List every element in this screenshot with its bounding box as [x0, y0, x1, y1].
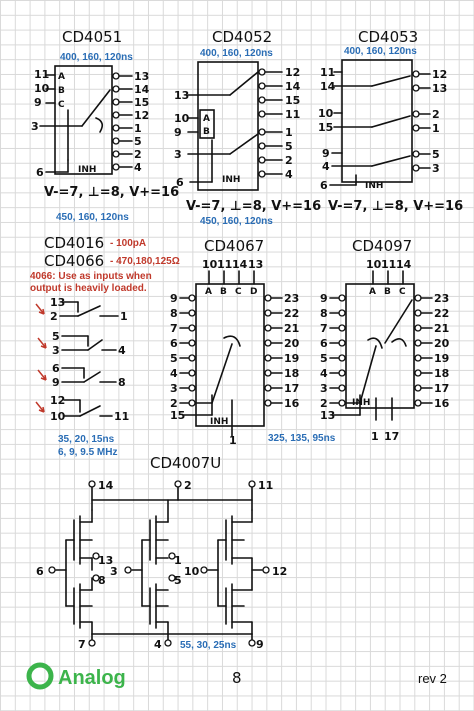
- cd4066-timing: 35, 20, 15ns: [58, 434, 115, 445]
- cd4053-pin-14: 14: [320, 80, 336, 93]
- cd4052-pin-12: 12: [285, 66, 301, 79]
- cd4051-pin-15: 15: [134, 96, 150, 109]
- cd4067-pin-9: 9: [170, 292, 178, 305]
- cd4067-pin-4: 4: [170, 367, 178, 380]
- cd4051-pin-1: 1: [134, 122, 142, 135]
- cd4007-pin-3: 3: [110, 565, 118, 578]
- cd4097-title: CD4097: [352, 237, 413, 255]
- cd4007-pin-11: 11: [258, 479, 274, 492]
- cd4053-pin-5: 5: [432, 148, 440, 161]
- cd4097-right-pins: [415, 292, 450, 410]
- cd4052-pin-5: 5: [285, 140, 293, 153]
- cd4097-pin-2: 2: [320, 397, 328, 410]
- cd4053-supply: V-=7, ⊥=8, V+=16: [328, 199, 464, 214]
- cd4052-pin-11: 11: [285, 108, 301, 121]
- cd4067-addr-b: B: [220, 287, 227, 297]
- cd4052-pin-15: 15: [285, 94, 301, 107]
- cd4067-block: [170, 237, 336, 447]
- cd4097-pin-17: 17: [434, 382, 450, 395]
- cd4051-pin-6: 6: [36, 166, 44, 179]
- cd4097-pin-23: 23: [434, 292, 450, 305]
- cd4052-pin-1: 1: [285, 126, 293, 139]
- cd4067-top-11: 11: [217, 258, 233, 271]
- cd4051-addr-c: C: [58, 100, 65, 110]
- cd4067-chip: [196, 284, 264, 426]
- cd4053-inh: INH: [365, 181, 384, 191]
- sw2-arrow: [38, 338, 46, 348]
- cd4067-pin-3: 3: [170, 382, 178, 395]
- cd4097-pin-9: 9: [320, 292, 328, 305]
- cd4051-addr-b: B: [58, 86, 65, 96]
- cd4007-pin-6: 6: [36, 565, 44, 578]
- cd4066-title: CD4066: [44, 252, 105, 270]
- sw2-ctrl: 5: [52, 330, 60, 343]
- cd4097-addr-c: C: [399, 287, 406, 297]
- cd4051-chip: [55, 66, 112, 174]
- cd4097-pin-13: 13: [320, 409, 336, 422]
- cd4007-title: CD4007U: [150, 454, 222, 472]
- cd4007-pin-5: 5: [174, 574, 182, 587]
- cd4066-warning-line1: 4066: Use as inputs when: [30, 271, 152, 282]
- cd4097-common-1: 1: [371, 430, 379, 443]
- cd4097-inh: INH: [352, 398, 371, 408]
- cd4051-pin-9: 9: [34, 96, 42, 109]
- cd4053-pin-9: 9: [322, 147, 330, 160]
- cd4097-top-14: 14: [396, 258, 412, 271]
- cd4051-pin-5: 5: [134, 135, 142, 148]
- cd4066-warning-line2: output is heavily loaded.: [30, 283, 147, 294]
- cd4067-pin-20: 20: [284, 337, 300, 350]
- cd4067-common: 1: [229, 434, 237, 447]
- cd4097-pin-8: 8: [320, 307, 328, 320]
- cd4052-pin-3: 3: [174, 148, 182, 161]
- cd4052-pin-13: 13: [174, 89, 190, 102]
- page-number: 8: [232, 669, 242, 687]
- cd4052-pin-10: 10: [174, 112, 190, 125]
- cd4051-timing: 400, 160, 120ns: [60, 52, 133, 63]
- cd4053-pin-4: 4: [322, 160, 330, 173]
- cd4052-inh: INH: [222, 175, 241, 185]
- cd4097-top-10: 10: [366, 258, 382, 271]
- cd4053-pin-6: 6: [320, 179, 328, 192]
- cd4052-block: [174, 28, 321, 227]
- cd4097-addr-b: B: [384, 287, 391, 297]
- cd4097-pin-6: 6: [320, 337, 328, 350]
- cd4052-pin-6: 6: [176, 176, 184, 189]
- cd4066-block: [30, 234, 180, 458]
- cd4067-pin-15: 15: [170, 409, 186, 422]
- cd4053-pin-3: 3: [432, 162, 440, 175]
- cd4007-pin-1: 1: [174, 554, 182, 567]
- cd4051-pin-4: 4: [134, 161, 142, 174]
- cd4051-pin-3: 3: [31, 120, 39, 133]
- sw4-in: 10: [50, 410, 66, 423]
- cd4097-pin-4: 4: [320, 367, 328, 380]
- cd4051-pin-11: 11: [34, 68, 50, 81]
- cd4052-pin-2: 2: [285, 154, 293, 167]
- sw4-ctrl: 12: [50, 394, 66, 407]
- cd4052-pin-9: 9: [174, 126, 182, 139]
- cd4051-pin-10: 10: [34, 82, 50, 95]
- cd4007-pin-12: 12: [272, 565, 288, 578]
- cd4052-addr-b: B: [203, 127, 210, 137]
- sw3-out: 8: [118, 376, 126, 389]
- cd4051-inh: INH: [78, 165, 97, 175]
- cd4067-addr-a: A: [205, 287, 212, 297]
- cd4052-title: CD4052: [212, 28, 273, 46]
- cd4007-pin-13: 13: [98, 554, 114, 567]
- cd4097-top-11: 11: [381, 258, 397, 271]
- cd4053-pin-12: 12: [432, 68, 448, 81]
- cd4097-pin-19: 19: [434, 352, 450, 365]
- cd4051-pin-13: 13: [134, 70, 150, 83]
- cd4067-pin-7: 7: [170, 322, 178, 335]
- cd4053-pin-10: 10: [318, 107, 334, 120]
- sw1-ctrl: 13: [50, 296, 66, 309]
- cd4051-pin-2: 2: [134, 148, 142, 161]
- cd4007-timing: 55, 30, 25ns: [180, 640, 237, 651]
- cd4052-pin-14: 14: [285, 80, 301, 93]
- cd4067-right-pins: [265, 292, 300, 410]
- cd4097-pin-7: 7: [320, 322, 328, 335]
- cd4067-pin-6: 6: [170, 337, 178, 350]
- cd4052-timing: 400, 160, 120ns: [200, 48, 273, 59]
- sw2-out: 4: [118, 344, 126, 357]
- cd4097-block: [320, 237, 450, 443]
- cd4052-right-pins: [259, 66, 301, 181]
- cd4007-block: [36, 454, 287, 651]
- cd4097-left-pins: [320, 292, 345, 410]
- sw4-out: 11: [114, 410, 130, 423]
- cd4067-pin-16: 16: [284, 397, 300, 410]
- cd4052-addr-a: A: [203, 114, 210, 124]
- cd4051-timing2: 450, 160, 120ns: [56, 212, 129, 223]
- cd4007-pin-7: 7: [78, 638, 86, 651]
- cd4053-pin-1: 1: [432, 122, 440, 135]
- cd4067-pin-22: 22: [284, 307, 300, 320]
- cd4067-pin-21: 21: [284, 322, 300, 335]
- cd4051-title: CD4051: [62, 28, 123, 46]
- cd4053-pin-15: 15: [318, 121, 334, 134]
- cd4097-pin-16: 16: [434, 397, 450, 410]
- sw2-in: 3: [52, 344, 60, 357]
- cd4067-timing: 325, 135, 95ns: [268, 433, 336, 444]
- cd4067-pin-19: 19: [284, 352, 300, 365]
- cd4067-pin-23: 23: [284, 292, 300, 305]
- cd4007-pin-9: 9: [256, 638, 264, 651]
- cd4053-block: [318, 28, 463, 214]
- cd4066-resistance: - 470,180,125Ω: [110, 256, 180, 267]
- cd4097-common-17: 17: [384, 430, 400, 443]
- cd4052-pin-4: 4: [285, 168, 293, 181]
- cd4007-pin-8: 8: [98, 574, 106, 587]
- cd4051-supply: V-=7, ⊥=8, V+=16: [44, 185, 180, 200]
- cd4067-top-10: 10: [202, 258, 218, 271]
- cd4066-frequency: 6, 9, 9.5 MHz: [58, 447, 118, 458]
- cd4067-pin-2: 2: [170, 397, 178, 410]
- cd4067-top-14: 14: [232, 258, 248, 271]
- cd4067-pin-18: 18: [284, 367, 300, 380]
- cd4053-right-pins: [413, 68, 447, 175]
- cd4097-pin-18: 18: [434, 367, 450, 380]
- cd4053-title: CD4053: [358, 28, 419, 46]
- cd4067-pin-8: 8: [170, 307, 178, 320]
- cd4051-block: [31, 28, 179, 223]
- cd4007-pin-2: 2: [184, 479, 192, 492]
- cd4052-chip: [198, 62, 258, 190]
- sw4-arrow: [36, 402, 44, 412]
- cd4016-leakage: - 100pA: [110, 238, 147, 249]
- cd4007-pin-14: 14: [98, 479, 114, 492]
- cd4016-title: CD4016: [44, 234, 105, 252]
- cd4051-pin-14: 14: [134, 83, 150, 96]
- cd4067-left-pins: [170, 292, 195, 410]
- footer: [29, 665, 447, 689]
- cd4051-right-pins: [113, 70, 150, 174]
- cd4097-pin-3: 3: [320, 382, 328, 395]
- sw3-in: 9: [52, 376, 60, 389]
- brand-name: Analog: [58, 667, 126, 689]
- cd4067-addr-d: D: [250, 287, 258, 297]
- cd4007-pin-10: 10: [184, 565, 200, 578]
- cd4067-pin-5: 5: [170, 352, 178, 365]
- cd4097-addr-a: A: [369, 287, 376, 297]
- cd4067-pin-17: 17: [284, 382, 300, 395]
- cd4067-addr-c: C: [235, 287, 242, 297]
- cd4051-pin-12: 12: [134, 109, 150, 122]
- cd4052-supply: V-=7, ⊥=8, V+=16: [186, 199, 322, 214]
- cd4097-pin-20: 20: [434, 337, 450, 350]
- cd4051-addr-a: A: [58, 72, 65, 82]
- cd4053-pin-11: 11: [320, 66, 336, 79]
- cd4007-pin-4: 4: [154, 638, 162, 651]
- cd4052-timing2: 450, 160, 120ns: [200, 216, 273, 227]
- cd4097-pin-5: 5: [320, 352, 328, 365]
- cd4097-pin-22: 22: [434, 307, 450, 320]
- cd4053-pin-2: 2: [432, 108, 440, 121]
- cd4053-pin-13: 13: [432, 82, 448, 95]
- sw1-out: 1: [120, 310, 128, 323]
- sw3-ctrl: 6: [52, 362, 60, 375]
- cd4067-top-13: 13: [248, 258, 264, 271]
- cd4053-timing: 400, 160, 120ns: [344, 46, 417, 57]
- analog-logo-icon: [29, 665, 51, 687]
- sw1-in: 2: [50, 310, 58, 323]
- cd4067-inh: INH: [210, 417, 229, 427]
- cd4097-pin-21: 21: [434, 322, 450, 335]
- revision: rev 2: [418, 671, 447, 686]
- cd4067-title: CD4067: [204, 237, 265, 255]
- cd4097-chip: [346, 284, 414, 408]
- sw1-arrow: [36, 304, 44, 314]
- sw3-arrow: [38, 370, 46, 380]
